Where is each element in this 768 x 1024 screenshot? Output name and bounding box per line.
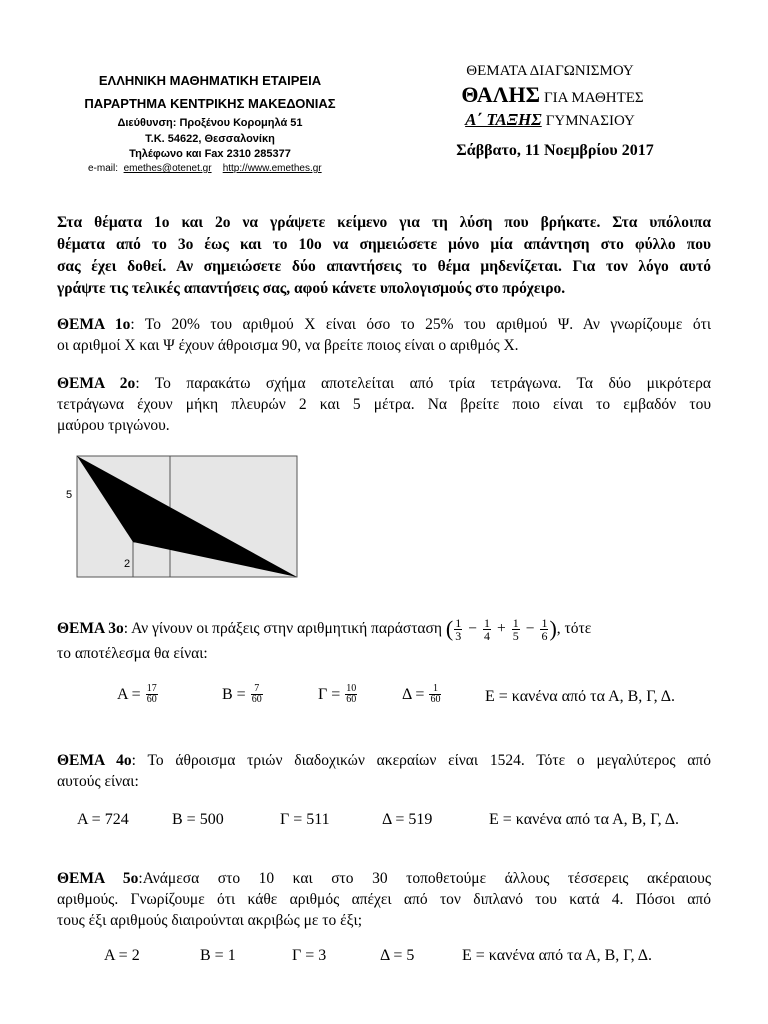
address: Διεύθυνση: Προξένου Κορομηλά 51 <box>117 117 303 129</box>
theme-3-option-e[interactable]: Ε = κανένα από τα Α, Β, Γ, Δ. <box>485 688 676 705</box>
email-link[interactable]: emethes@otenet.gr <box>123 163 212 174</box>
branch-name: ΠΑΡΑΡΤΗΜΑ ΚΕΝΤΡΙΚΗΣ ΜΑΚΕΔΟΝΙΑΣ <box>84 96 336 111</box>
theme-5-label: ΘΕΜΑ 5ο <box>57 870 139 887</box>
contest-name-line <box>420 82 685 108</box>
theme-3-option-d[interactable]: Δ = $\frac{1}{60}$ <box>402 683 441 705</box>
theme-2-text: μαύρου τριγώνου. <box>57 417 170 434</box>
instructions-line: Στα θέματα 1ο και 2ο να γράψετε κείμενο για τη λύση που βρήκατε. Στα υπόλοιπα <box>57 214 711 231</box>
theme-3-line2: το αποτέλεσμα θα είναι: <box>57 645 208 662</box>
theme-2-label: ΘΕΜΑ 2ο <box>57 375 136 392</box>
email-label: e-mail: <box>88 163 119 174</box>
for-students: ΓΙΑ ΜΑΘΗΤΕΣ <box>543 90 644 106</box>
exam-date: Σάββατο, 11 Νοεμβρίου 2017 <box>456 142 654 159</box>
theme-4-option-d[interactable]: Δ = 519 <box>382 811 433 828</box>
side-label-2: 2 <box>124 558 131 570</box>
theme-4-label: ΘΕΜΑ 4ο <box>57 752 132 769</box>
theme-1-label: ΘΕΜΑ 1ο <box>57 316 131 333</box>
theme-4-option-e[interactable]: Ε = κανένα από τα Α, Β, Γ, Δ. <box>489 811 680 828</box>
theme-3-option-b[interactable]: Β = $\frac{7}{60}$ <box>222 683 262 705</box>
theme-2-text: τετράγωνα έχουν μήκη πλευρών 2 και 5 μέτρα. Να βρείτε ποιο είναι το εμβαδόν του <box>57 396 711 413</box>
contest-topics-title: ΘΕΜΑΤΑ ΔΙΑΓΩΝΙΣΜΟΥ <box>466 63 634 79</box>
instructions-line: σας έχει δοθεί. Αν σημειώσετε δύο απαντήσεις το θέμα μηδενίζεται. Για τον λόγο αυτό <box>57 258 711 275</box>
theme-5-option-e[interactable]: Ε = κανένα από τα Α, Β, Γ, Δ. <box>462 947 653 964</box>
theme-4-text: : Το άθροισμα τριών διαδοχικών ακεραίων είναι 1524. Τότε ο μεγαλύτερος από <box>131 752 711 769</box>
theme-3-option-a[interactable]: Α = $\frac{17}{60}$ <box>117 683 157 705</box>
theme-1-text: οι αριθμοί Χ και Ψ έχουν άθροισμα 90, να βρείτε ποιος είναι ο αριθμός Χ. <box>57 337 519 354</box>
theme-1-text: : Το 20% του αριθμού Χ είναι όσο το 25% του αριθμού Ψ. Αν γνωρίζουμε ότι <box>130 316 711 333</box>
theme-4-text: αυτούς είναι: <box>57 773 139 790</box>
theme-4-option-a[interactable]: Α = 724 <box>77 811 129 828</box>
theme-3-text: : Αν γίνουν οι πράξεις στην αριθμητική παράσταση <box>123 620 443 637</box>
expression: ( 1 3 − $\frac{1}{4}$ + $\frac{1}{5}$ − $\frac{1}{6}$ ) <box>445 615 557 643</box>
three-squares-figure <box>60 450 310 585</box>
theme-5 <box>57 868 711 931</box>
theme-3-text: , τότε <box>556 620 592 637</box>
theme-5-text: αριθμούς. Γνωρίζουμε ότι κάθε αριθμός απέχει από τον διπλανό του κατά 4. Πόσοι από <box>57 891 711 908</box>
theme-4-option-b[interactable]: Β = 500 <box>172 811 224 828</box>
grade-line <box>430 110 670 130</box>
theme-5-option-d[interactable]: Δ = 5 <box>380 947 415 964</box>
theme-1 <box>57 314 711 356</box>
theme-4 <box>57 750 711 792</box>
contest-name: ΘΑΛΗΣ <box>461 82 540 107</box>
school-level: ΓΥΜΝΑΣΙΟΥ <box>545 113 635 129</box>
grade: Α΄ ΤΑΞΗΣ <box>465 110 542 129</box>
postal-code: Τ.Κ. 54622, Θεσσαλονίκη <box>145 133 275 145</box>
side-label-5: 5 <box>66 489 73 501</box>
theme-5-text: τους έξι αριθμούς διαιρούνται ακριβώς με το έξι; <box>57 912 363 929</box>
phone: Τηλέφωνο και Fax 2310 285377 <box>129 148 291 160</box>
instructions-line: θέματα από το 3ο έως και το 10ο να σημειώσετε μόνο μία απάντηση στο φύλλο που <box>57 236 711 253</box>
theme-2-text: : Το παρακάτω σχήμα αποτελείται από τρία τετράγωνα. Τα δύο μικρότερα <box>135 375 711 392</box>
instructions <box>57 212 711 300</box>
website-link[interactable]: http://www.emethes.gr <box>222 163 322 174</box>
theme-3-option-c[interactable]: Γ = $\frac{10}{60}$ <box>318 683 357 705</box>
theme-5-option-b[interactable]: Β = 1 <box>200 947 236 964</box>
theme-5-text: :Ανάμεσα στο 10 και στο 30 τοποθετούμε άλλους τέσσερεις ακέραιους <box>138 870 711 887</box>
instructions-line: γράψτε τις τελικές απαντήσεις σας, αφού κάνετε υπολογισμούς στο πρόχειρο. <box>57 280 566 297</box>
theme-3-line1 <box>57 612 711 646</box>
theme-4-option-c[interactable]: Γ = 511 <box>280 811 330 828</box>
theme-3-label: ΘΕΜΑ 3ο <box>57 620 124 637</box>
theme-2 <box>57 373 711 436</box>
theme-5-option-a[interactable]: Α = 2 <box>104 947 140 964</box>
org-name: ΕΛΛΗΝΙΚΗ ΜΑΘΗΜΑΤΙΚΗ ΕΤΑΙΡΕΙΑ <box>98 73 322 88</box>
contact-line <box>88 163 322 174</box>
theme-5-option-c[interactable]: Γ = 3 <box>292 947 327 964</box>
